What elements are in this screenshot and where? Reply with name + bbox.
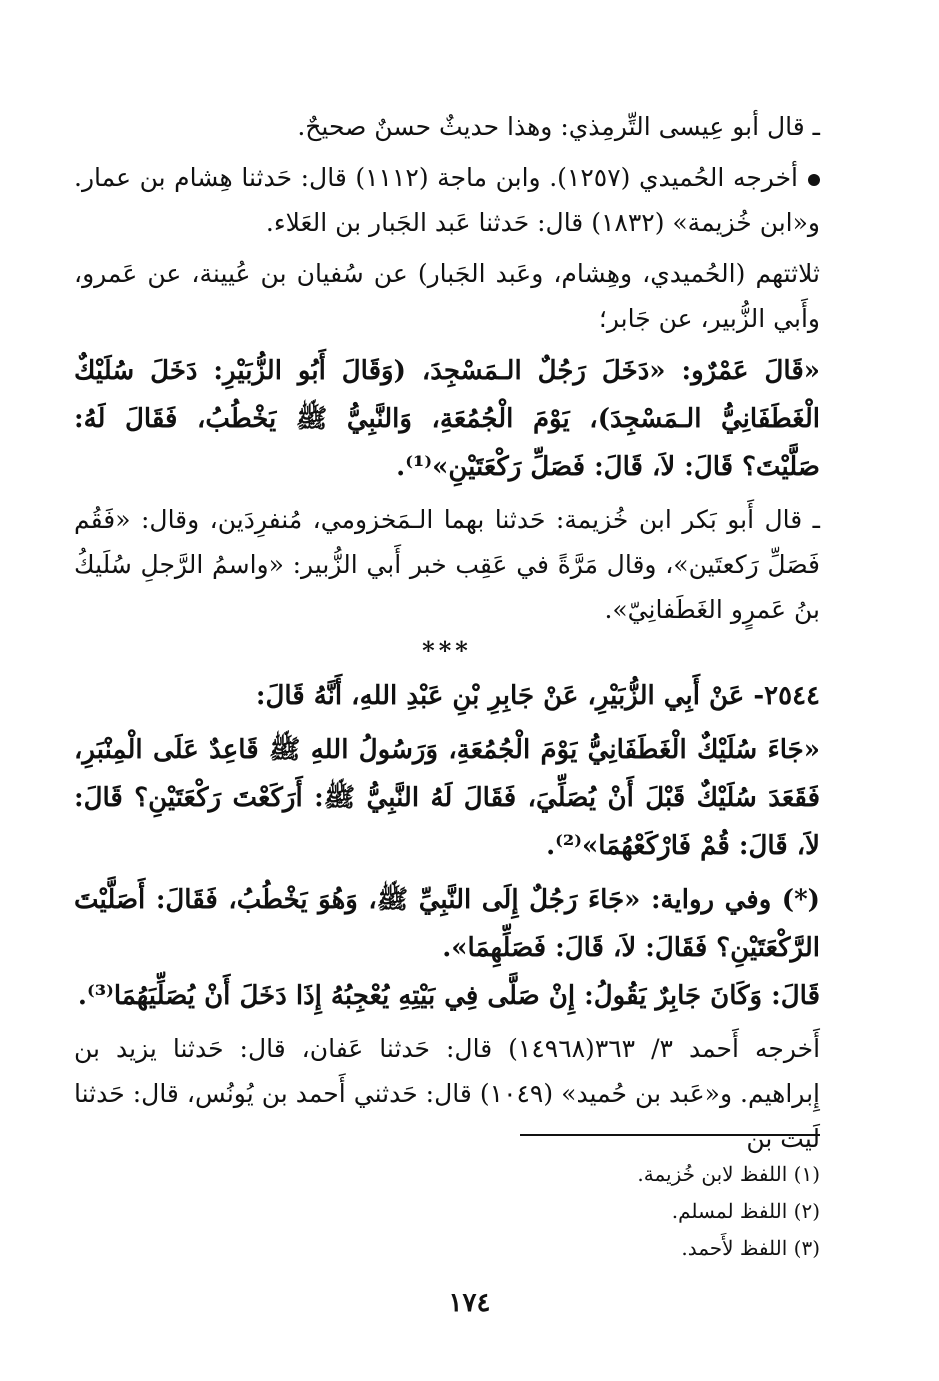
hadith-heading: ٢٥٤٤- عَنْ أَبِي الزُّبَيْرِ، عَنْ جَابِرِ بْنِ عَبْدِ اللهِ، أَنَّهُ قَالَ: — [255, 681, 820, 711]
footnote-item: (٣) اللفظ لأَحمد. — [681, 1236, 820, 1260]
hadith-text: «قَالَ عَمْرٌو: «دَخَلَ رَجُلٌ الـمَسْجِدَ، (وَقَالَ أَبُو الزُّبَيْرِ: دَخَلَ سُلَيْكٌ الْغَطَفَانِيُّ الـمَسْجِدَ)، يَوْمَ الْجُمُعَةِ، وَالنَّبِيُّ ﷺ يَخْطُبُ، فَقَالَ لَهُ: صَلَّيْتَ؟ قَالَ: لاَ، قَالَ: فَصَلِّ رَكْعَتَيْنِ»⁽¹⁾. — [74, 356, 820, 482]
tirmidhi-note: ـ قال أبو عِيسى التِّرمِذي: وهذا حديثٌ حسنٌ صحيحٌ. — [297, 112, 820, 141]
footnote-item: (١) اللفظ لابن خُزيمة. — [637, 1162, 820, 1186]
page-number: ١٧٤ — [448, 1288, 491, 1318]
hadith-text: «جَاءَ سُلَيْكٌ الْغَطَفَانِيُّ يَوْمَ الْجُمُعَةِ، وَرَسُولُ اللهِ ﷺ قَاعِدٌ عَلَى الْمِنْبَرِ، فَقَعَدَ سُلَيْكٌ قَبْلَ أَنْ يُصَلِّيَ، فَقَالَ لَهُ النَّبِيُّ ﷺ: أَرَكَعْتَ رَكْعَتَيْنِ؟ قَالَ: لاَ، قَالَ: قُمْ فَارْكَعْهُمَا»⁽²⁾. — [74, 735, 820, 861]
bullet-icon — [808, 174, 820, 186]
ibn-khuzaymah-note: ـ قال أَبو بَكر ابن خُزيمة: حَدثنا بهما الـمَخزومي، مُنفرِدَين، وقال: «فَقُم فَصَلِّ رَكعتَين»، وقال مَرَّةً في عَقِب خبر أَبي الزُّبير: «واسمُ الرَّجلِ سُلَيكُ بنُ عَمرٍو الغَطَفانِيّ». — [74, 505, 820, 624]
footnotes — [320, 1156, 820, 1267]
jabir-quote: قَالَ: وَكَانَ جَابِرٌ يَقُولُ: إِنْ صَلَّى فِي بَيْتِهِ يُعْجِبُهُ إِذَا دَخَلَ أَنْ يُصَلِّيَهُمَا⁽³⁾. — [77, 981, 820, 1011]
footnote-divider — [520, 1134, 820, 1136]
riwayah-paragraph: (*) وفي رواية: «جَاءَ رَجُلٌ إِلَى النَّبِيِّ ﷺ، وَهُوَ يَخْطُبُ، فَقَالَ: أَصَلَّيْتَ الرَّكْعَتَيْنِ؟ فَقَالَ: لاَ، قَالَ: فَصَلِّهِمَا». — [74, 885, 820, 963]
takhrij-paragraph — [74, 155, 820, 245]
takhrij-text: أخرجه الحُميدي (١٢٥٧). وابن ماجة (١١١٢) قال: حَدثنا هِشام بن عمار. و«ابن خُزيمة» (١٨٣٢) قال: حَدثنا عَبد الجَبار بن العَلاء. — [74, 163, 820, 237]
takhrij-ahmad: أَخرجه أَحمد ٣/ ٣٦٣(١٤٩٦٨) قال: حَدثنا عَفان، قال: حَدثنا يزيد بن إِبراهيم. و«عَبد بن حُميد» (١٠٤٩) قال: حَدثني أَحمد بن يُونُس، قال: حَدثنا لَيث بن — [74, 1034, 821, 1153]
footnote-item: (٢) اللفظ لمسلم. — [671, 1199, 820, 1223]
page-body — [74, 104, 820, 1161]
isnad-paragraph: ثلاثتهم (الحُميدي، وهِشام، وعَبد الجَبار) عن سُفيان بن عُيينة، عن عَمرو، وأَبي الزُّبير، عن جَابر؛ — [74, 259, 820, 333]
section-separator: *** — [422, 636, 472, 665]
